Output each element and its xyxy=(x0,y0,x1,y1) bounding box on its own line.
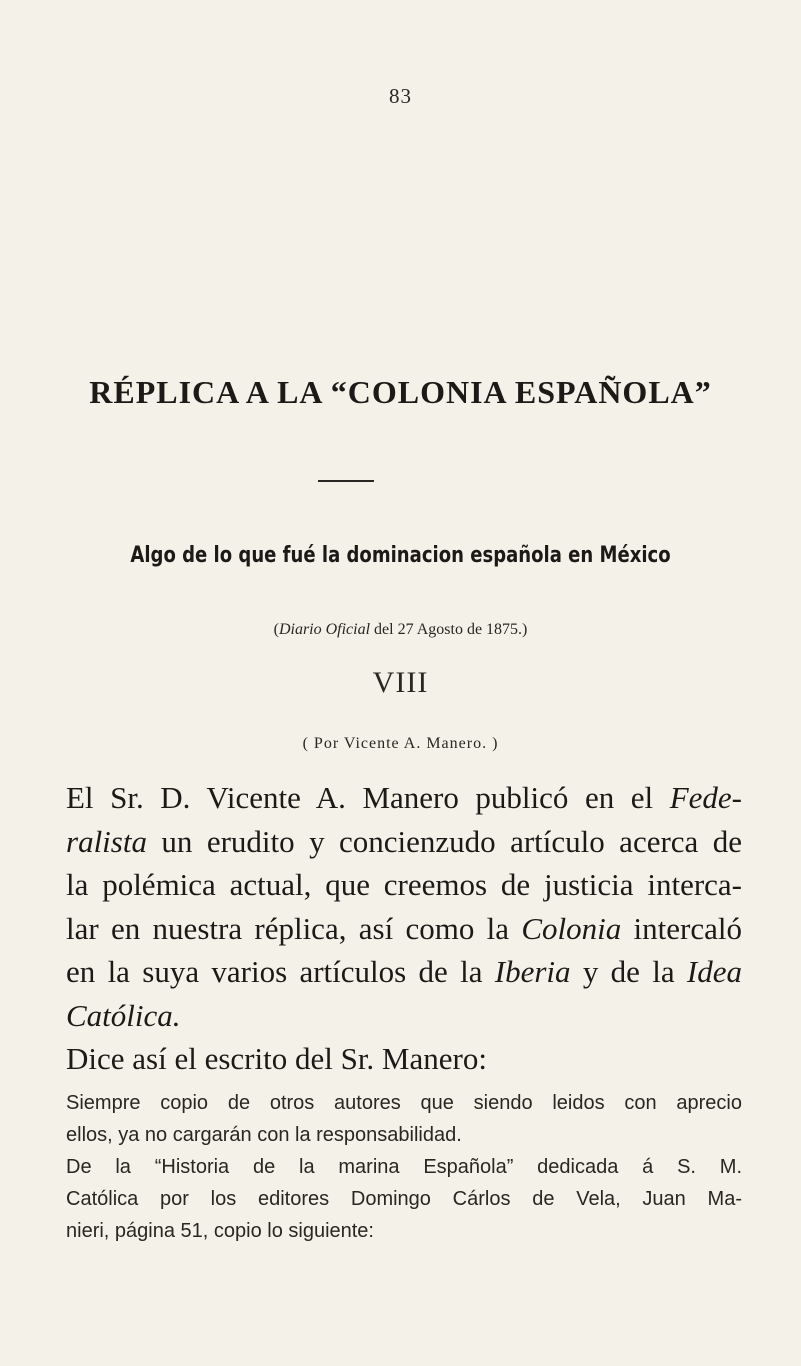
author-line: ( Por Vicente A. Manero. ) xyxy=(302,735,499,752)
page-number: 83 xyxy=(389,84,412,108)
source-open-paren: ( xyxy=(273,621,279,638)
body-line-2: ralista un erudito y concienzudo artículo acerca de xyxy=(66,823,742,859)
source-publication: Diario Oficial xyxy=(278,621,371,638)
section-number: VIII xyxy=(372,666,429,699)
source-date: del 27 Agosto de 1875.) xyxy=(374,621,528,638)
body-line-3: la polémica actual, que creemos de justicia interca- xyxy=(66,867,742,902)
chapter-title: RÉPLICA A LA “COLONIA ESPAÑOLA” xyxy=(89,374,712,410)
quoted-passage xyxy=(66,1087,742,1247)
quote-line-1: Siempre copio de otros autores que siendo leidos con aprecio xyxy=(66,1092,742,1114)
body-line-6: Católica. xyxy=(66,997,181,1033)
title-divider xyxy=(318,480,374,482)
source-citation xyxy=(0,621,801,639)
body-line-1: El Sr. D. Vicente A. Manero publicó en el Fede- xyxy=(66,780,742,815)
body-line-4: lar en nuestra réplica, así como la Colonia intercaló xyxy=(66,910,742,946)
quote-line-2: ellos, ya no cargarán con la responsabilidad. xyxy=(66,1124,462,1146)
body-line-7: Dice así el escrito del Sr. Manero: xyxy=(66,1041,487,1076)
body-paragraph xyxy=(66,776,742,1081)
quote-line-3: De la “Historia de la marina Española” dedicada á S. M. xyxy=(66,1156,742,1178)
quote-line-5: nieri, página 51, copio lo siguiente: xyxy=(66,1220,374,1242)
quote-line-4: Católica por los editores Domingo Cárlos de Vela, Juan Ma- xyxy=(66,1188,742,1210)
article-subtitle: Algo de lo que fué la dominacion española en México xyxy=(130,543,671,568)
body-line-5: en la suya varios artículos de la Iberia y de la Idea xyxy=(66,954,742,989)
